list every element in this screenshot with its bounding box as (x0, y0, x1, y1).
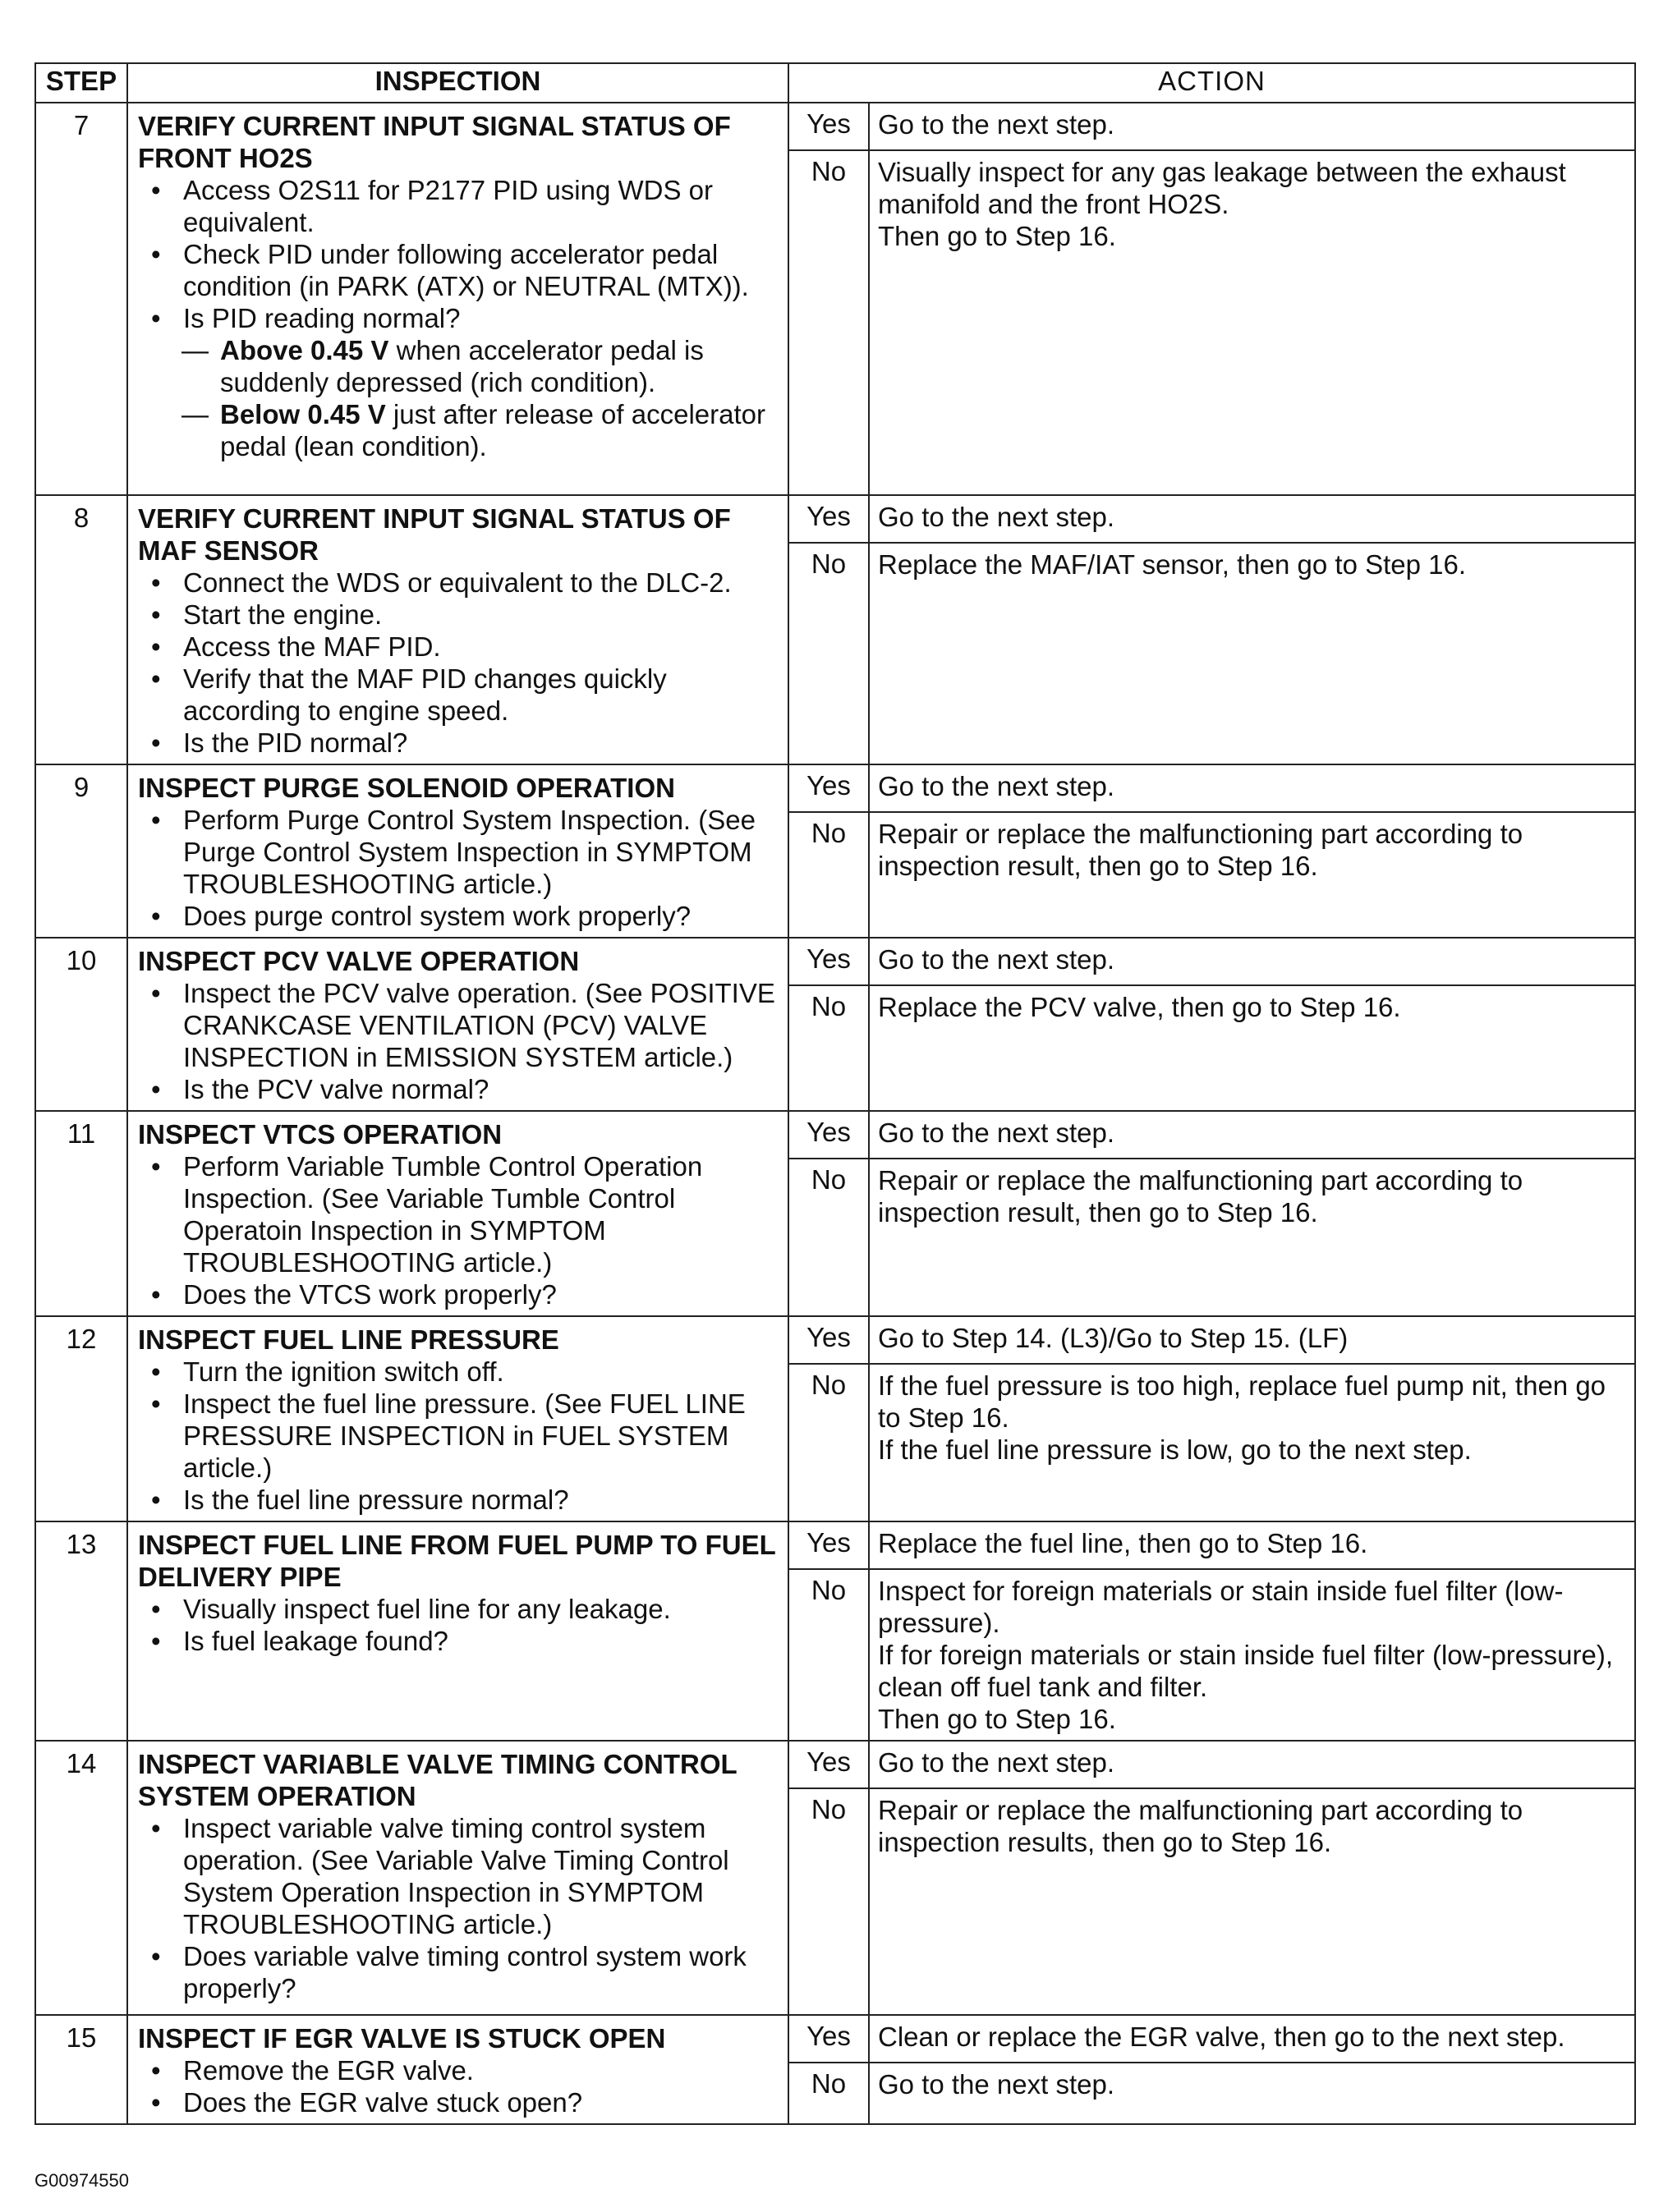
inspection-bullets (138, 1150, 779, 1310)
no-action-line: Go to the next step. (878, 2069, 1115, 2100)
table-row (35, 764, 1635, 812)
header-action: ACTION (788, 63, 1635, 103)
no-action-line: Inspect for foreign materials or stain inside fuel filter (low-pressure). (878, 1576, 1564, 1638)
no-action (869, 1788, 1635, 2015)
no-action-line: Visually inspect for any gas leakage between the exhaust manifold and the front HO2S. (878, 157, 1566, 219)
inspection-cell (127, 1111, 788, 1316)
table-header-row (35, 63, 1635, 103)
inspection-title: INSPECT PURGE SOLENOID OPERATION (138, 773, 675, 803)
no-label: No (788, 1788, 869, 2015)
no-action-line: Repair or replace the malfunctioning part according to inspection result, then go to Step 16. (878, 819, 1523, 881)
inspection-bullet: • Does the EGR valve stuck open? (138, 2086, 779, 2118)
inspection-bullet: • Is the PCV valve normal? (138, 1073, 779, 1105)
troubleshooting-table (34, 62, 1636, 2125)
no-action-line: Then go to Step 16. (878, 1704, 1116, 1734)
step-number: 12 (35, 1316, 127, 1521)
no-action (869, 1364, 1635, 1521)
yes-label: Yes (788, 1741, 869, 1788)
inspection-bullet: • Perform Variable Tumble Control Operation Inspection. (See Variable Tumble Control Operatoin Inspection in SYMPTOM TROUBLESHOOTING article.) (138, 1150, 779, 1278)
no-label: No (788, 1569, 869, 1741)
no-action (869, 1159, 1635, 1316)
dash-marker: — (182, 399, 209, 429)
inspection-title: INSPECT FUEL LINE FROM FUEL PUMP TO FUEL DELIVERY PIPE (138, 1530, 776, 1592)
inspection-cell (127, 1316, 788, 1521)
header-step: STEP (35, 63, 127, 103)
yes-label: Yes (788, 938, 869, 985)
inspection-bullets (138, 1356, 779, 1516)
yes-action: Go to the next step. (869, 764, 1635, 812)
inspection-cell (127, 2015, 788, 2124)
yes-label: Yes (788, 764, 869, 812)
yes-action: Replace the fuel line, then go to Step 16. (869, 1521, 1635, 1569)
no-action-line: Repair or replace the malfunctioning part according to inspection result, then go to Step 16. (878, 1165, 1523, 1228)
yes-action: Go to the next step. (869, 1741, 1635, 1788)
inspection-title: VERIFY CURRENT INPUT SIGNAL STATUS OF MAF SENSOR (138, 503, 731, 566)
condition-threshold: Above 0.45 V (220, 335, 389, 365)
yes-label: Yes (788, 2015, 869, 2063)
inspection-title: INSPECT FUEL LINE PRESSURE (138, 1324, 559, 1355)
condition-threshold: Below 0.45 V (220, 399, 386, 429)
step-number: 15 (35, 2015, 127, 2124)
inspection-bullet: • Access O2S11 for P2177 PID using WDS or equivalent. (138, 174, 779, 238)
inspection-subconditions (138, 334, 779, 462)
inspection-bullet: • Does variable valve timing control system work properly? (138, 1940, 779, 2004)
inspection-bullet: • Verify that the MAF PID changes quickly according to engine speed. (138, 663, 779, 727)
inspection-bullet: • Access the MAF PID. (138, 631, 779, 663)
inspection-subcondition (138, 398, 779, 462)
inspection-bullet: • Check PID under following accelerator pedal condition (in PARK (ATX) or NEUTRAL (MTX)). (138, 238, 779, 302)
inspection-bullet: • Turn the ignition switch off. (138, 1356, 779, 1388)
figure-code: G00974550 (34, 2170, 129, 2191)
step-number: 14 (35, 1741, 127, 2015)
condition-text: when accelerator pedal is suddenly depressed (rich condition). (220, 335, 704, 397)
inspection-bullets (138, 2054, 779, 2118)
inspection-cell (127, 1741, 788, 2015)
inspection-bullets (138, 567, 779, 759)
troubleshooting-table-container (34, 62, 1634, 2125)
yes-action: Go to Step 14. (L3)/Go to Step 15. (LF) (869, 1316, 1635, 1364)
inspection-title: INSPECT VARIABLE VALVE TIMING CONTROL SYSTEM OPERATION (138, 1749, 738, 1811)
inspection-bullets (138, 1812, 779, 2004)
inspection-cell (127, 495, 788, 764)
inspection-title: INSPECT PCV VALVE OPERATION (138, 946, 580, 976)
no-label: No (788, 1364, 869, 1521)
inspection-subcondition (138, 334, 779, 398)
step-number: 13 (35, 1521, 127, 1741)
inspection-bullet: • Is the fuel line pressure normal? (138, 1484, 779, 1516)
yes-label: Yes (788, 495, 869, 543)
yes-action: Go to the next step. (869, 495, 1635, 543)
no-label: No (788, 2063, 869, 2124)
yes-label: Yes (788, 1316, 869, 1364)
no-action-line: If the fuel line pressure is low, go to the next step. (878, 1434, 1472, 1465)
inspection-title: INSPECT VTCS OPERATION (138, 1119, 503, 1150)
table-row (35, 1521, 1635, 1569)
inspection-bullet: • Does the VTCS work properly? (138, 1278, 779, 1310)
inspection-bullet: • Connect the WDS or equivalent to the DLC-2. (138, 567, 779, 599)
inspection-bullet: • Inspect variable valve timing control system operation. (See Variable Valve Timing Control System Operation Inspection in SYMPTOM TROUBLESHOOTING article.) (138, 1812, 779, 1940)
no-action-line: Repair or replace the malfunctioning part according to inspection results, then go to Step 16. (878, 1795, 1523, 1857)
inspection-bullets (138, 804, 779, 932)
no-action (869, 1569, 1635, 1741)
dash-marker: — (182, 335, 209, 365)
no-action (869, 150, 1635, 495)
yes-action: Go to the next step. (869, 103, 1635, 150)
inspection-bullet: • Start the engine. (138, 599, 779, 631)
inspection-cell (127, 938, 788, 1111)
table-row (35, 1111, 1635, 1159)
no-action (869, 543, 1635, 764)
no-action-line: Then go to Step 16. (878, 221, 1116, 251)
step-number: 8 (35, 495, 127, 764)
yes-label: Yes (788, 103, 869, 150)
inspection-title: VERIFY CURRENT INPUT SIGNAL STATUS OF FRONT HO2S (138, 111, 731, 173)
table-row (35, 103, 1635, 150)
inspection-cell (127, 1521, 788, 1741)
inspection-bullet: • Inspect the fuel line pressure. (See FUEL LINE PRESSURE INSPECTION in FUEL SYSTEM article.) (138, 1388, 779, 1484)
yes-label: Yes (788, 1111, 869, 1159)
inspection-bullet: • Is the PID normal? (138, 727, 779, 759)
inspection-bullets (138, 174, 779, 334)
no-label: No (788, 985, 869, 1111)
no-label: No (788, 150, 869, 495)
table-body (35, 103, 1635, 2124)
table-row (35, 1316, 1635, 1364)
table-row (35, 938, 1635, 985)
step-number: 11 (35, 1111, 127, 1316)
inspection-bullet: • Remove the EGR valve. (138, 2054, 779, 2086)
inspection-bullet: • Is PID reading normal? (138, 302, 779, 334)
yes-label: Yes (788, 1521, 869, 1569)
inspection-bullet: • Does purge control system work properly? (138, 900, 779, 932)
inspection-bullets (138, 977, 779, 1105)
table-row (35, 1741, 1635, 1788)
step-number: 7 (35, 103, 127, 495)
inspection-bullet: • Is fuel leakage found? (138, 1625, 779, 1657)
inspection-title: INSPECT IF EGR VALVE IS STUCK OPEN (138, 2023, 666, 2054)
step-number: 10 (35, 938, 127, 1111)
no-action-line: Replace the MAF/IAT sensor, then go to Step 16. (878, 549, 1467, 580)
inspection-bullet: • Inspect the PCV valve operation. (See POSITIVE CRANKCASE VENTILATION (PCV) VALVE INSPECTION in EMISSION SYSTEM article.) (138, 977, 779, 1073)
inspection-cell (127, 764, 788, 938)
yes-action: Clean or replace the EGR valve, then go to the next step. (869, 2015, 1635, 2063)
yes-action: Go to the next step. (869, 938, 1635, 985)
no-action (869, 2063, 1635, 2124)
inspection-bullet: • Perform Purge Control System Inspection. (See Purge Control System Inspection in SYMPTOM TROUBLESHOOTING article.) (138, 804, 779, 900)
no-action (869, 812, 1635, 938)
no-action-line: If the fuel pressure is too high, replace fuel pump nit, then go to Step 16. (878, 1370, 1606, 1433)
no-action-line: Replace the PCV valve, then go to Step 16. (878, 992, 1401, 1022)
inspection-cell (127, 103, 788, 495)
no-action-line: If for foreign materials or stain inside fuel filter (low-pressure), clean off fuel tank and filter. (878, 1640, 1613, 1702)
condition-text: just after release of accelerator pedal (lean condition). (220, 399, 765, 461)
no-action (869, 985, 1635, 1111)
no-label: No (788, 543, 869, 764)
table-row (35, 2015, 1635, 2063)
inspection-bullet: • Visually inspect fuel line for any leakage. (138, 1593, 779, 1625)
yes-action: Go to the next step. (869, 1111, 1635, 1159)
no-label: No (788, 1159, 869, 1316)
no-label: No (788, 812, 869, 938)
header-inspection: INSPECTION (127, 63, 788, 103)
step-number: 9 (35, 764, 127, 938)
table-row (35, 495, 1635, 543)
inspection-bullets (138, 1593, 779, 1657)
